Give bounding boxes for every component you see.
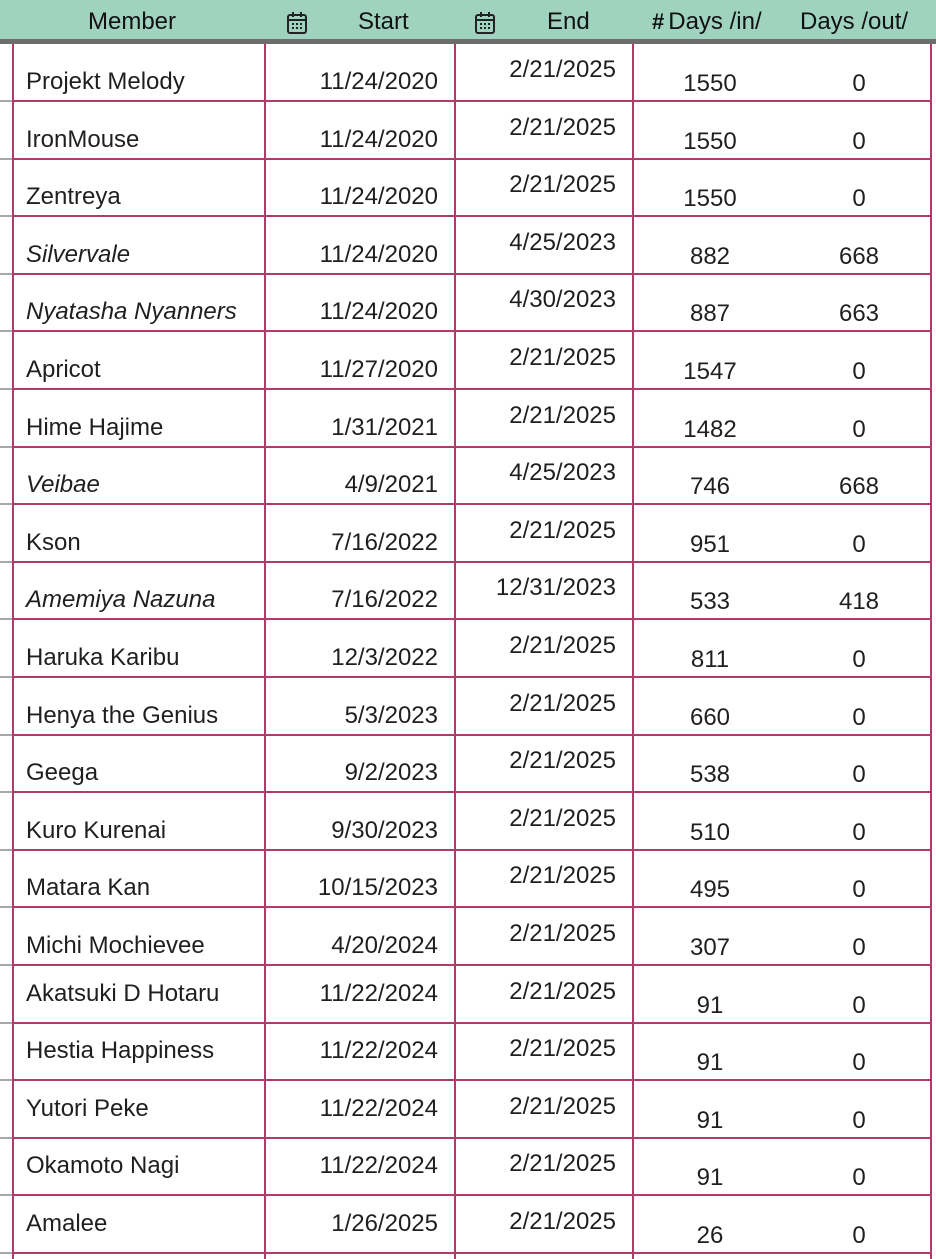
days-out-cell[interactable]: 0: [852, 876, 866, 904]
days-out-cell[interactable]: 0: [852, 1222, 866, 1249]
days-in-cell[interactable]: 882: [689, 242, 731, 270]
table-header: [0, 0, 936, 44]
calendar-icon: [474, 11, 496, 35]
member-cell[interactable]: Michi Mochievee: [26, 932, 205, 959]
start-cell[interactable]: 10/15/2023: [317, 874, 438, 902]
end-cell[interactable]: 2/21/2025: [509, 804, 616, 832]
end-cell[interactable]: 4/25/2023: [509, 228, 616, 256]
end-cell[interactable]: 2/21/2025: [509, 632, 616, 659]
start-cell[interactable]: 11/22/2024: [319, 1094, 438, 1122]
days-out-column-header[interactable]: Days /out/: [800, 8, 909, 35]
end-cell[interactable]: 2/21/2025: [509, 171, 616, 199]
member-cell[interactable]: Apricot: [26, 356, 101, 383]
table-row[interactable]: [0, 1023, 936, 1081]
row-divider: [14, 1252, 932, 1254]
table-row[interactable]: [0, 1081, 936, 1139]
end-column-header[interactable]: End: [547, 8, 590, 35]
member-cell[interactable]: Hime Hajime: [26, 413, 164, 441]
start-cell[interactable]: 11/24/2020: [319, 298, 438, 326]
table-row[interactable]: [0, 505, 936, 563]
days-in-cell[interactable]: 91: [696, 1049, 724, 1077]
days-out-cell[interactable]: 668: [838, 242, 880, 270]
days-out-cell[interactable]: 0: [852, 70, 866, 97]
end-cell[interactable]: 2/21/2025: [509, 401, 616, 429]
days-out-cell[interactable]: 0: [852, 185, 866, 213]
table-row[interactable]: [0, 562, 936, 620]
member-cell[interactable]: Yutori Peke: [26, 1094, 149, 1122]
days-in-cell[interactable]: 1547: [683, 358, 737, 385]
member-cell[interactable]: Haruka Karibu: [26, 644, 180, 671]
table-row[interactable]: [0, 678, 936, 736]
table-row[interactable]: [0, 1196, 936, 1254]
end-cell[interactable]: 2/21/2025: [509, 689, 616, 717]
member-column-header[interactable]: Member: [88, 8, 177, 35]
table-row[interactable]: [0, 44, 936, 102]
end-cell[interactable]: 2/21/2025: [509, 1092, 616, 1120]
table-row[interactable]: [0, 217, 936, 275]
end-cell[interactable]: 2/21/2025: [509, 862, 616, 890]
days-in-cell[interactable]: 887: [689, 300, 731, 328]
start-cell[interactable]: 11/22/2024: [319, 979, 438, 1007]
start-cell[interactable]: 11/27/2020: [319, 356, 438, 383]
member-cell[interactable]: Henya the Genius: [26, 701, 219, 729]
days-in-cell[interactable]: 307: [689, 934, 731, 961]
member-cell[interactable]: Projekt Melody: [26, 68, 185, 95]
table-row[interactable]: [0, 735, 936, 793]
end-cell[interactable]: 2/21/2025: [509, 977, 616, 1005]
start-cell[interactable]: 11/24/2020: [319, 183, 438, 211]
table-row[interactable]: [0, 102, 936, 160]
start-cell[interactable]: 1/31/2021: [331, 413, 438, 441]
days-out-cell[interactable]: 0: [852, 761, 866, 789]
row-divider: [0, 1252, 12, 1254]
calendar-icon: [286, 11, 308, 35]
end-cell[interactable]: 2/21/2025: [509, 1150, 616, 1178]
member-cell[interactable]: Silvervale: [26, 240, 131, 268]
member-cell[interactable]: Akatsuki D Hotaru: [26, 979, 220, 1007]
end-cell[interactable]: 2/21/2025: [509, 56, 616, 83]
start-cell[interactable]: 1/26/2025: [331, 1210, 438, 1237]
end-cell[interactable]: 2/21/2025: [509, 747, 616, 775]
start-column-header[interactable]: Start: [358, 8, 409, 35]
start-cell[interactable]: 9/2/2023: [344, 759, 438, 787]
days-out-cell[interactable]: 418: [838, 588, 880, 616]
start-cell[interactable]: 12/3/2022: [331, 644, 438, 671]
end-cell[interactable]: 2/21/2025: [509, 344, 616, 371]
days-in-cell[interactable]: 91: [696, 1106, 724, 1134]
table-row[interactable]: [0, 793, 936, 851]
days-out-cell[interactable]: 0: [852, 703, 866, 731]
table-row[interactable]: [0, 966, 936, 1024]
days-in-cell[interactable]: 746: [689, 473, 731, 501]
days-in-cell[interactable]: 1550: [683, 70, 737, 97]
days-in-cell[interactable]: 811: [690, 646, 730, 673]
days-out-cell[interactable]: 0: [852, 991, 866, 1019]
table-row[interactable]: [0, 1138, 936, 1196]
days-in-cell[interactable]: 660: [689, 703, 731, 731]
number-icon: #: [652, 9, 665, 34]
member-cell[interactable]: Zentreya: [26, 183, 121, 211]
member-cell[interactable]: Hestia Happiness: [26, 1037, 215, 1065]
end-cell[interactable]: 2/21/2025: [509, 1208, 616, 1235]
start-cell[interactable]: 5/3/2023: [344, 701, 438, 729]
table-row[interactable]: [0, 390, 936, 448]
days-in-cell[interactable]: 510: [689, 818, 731, 846]
table-row[interactable]: [0, 274, 936, 332]
member-cell[interactable]: Geega: [26, 759, 99, 787]
table-row[interactable]: [0, 850, 936, 908]
end-cell[interactable]: 4/30/2023: [509, 286, 616, 314]
end-cell[interactable]: 12/31/2023: [495, 574, 616, 602]
days-in-label: Days /in/: [668, 8, 762, 35]
start-cell[interactable]: 11/24/2020: [319, 240, 438, 268]
end-cell[interactable]: 4/25/2023: [509, 459, 616, 487]
days-out-cell[interactable]: 0: [852, 1164, 866, 1192]
days-in-cell[interactable]: 1482: [683, 415, 737, 443]
member-cell[interactable]: Kson: [26, 528, 81, 556]
days-out-cell[interactable]: 0: [852, 358, 866, 385]
days-in-cell[interactable]: 26: [696, 1222, 724, 1249]
days-in-cell[interactable]: 1550: [683, 185, 737, 213]
member-cell[interactable]: IronMouse: [26, 125, 140, 153]
start-cell[interactable]: 4/9/2021: [344, 471, 438, 499]
days-out-cell[interactable]: 0: [852, 1106, 866, 1134]
end-cell[interactable]: 2/21/2025: [509, 516, 616, 544]
member-cell[interactable]: Amemiya Nazuna: [26, 586, 216, 614]
days-in-cell[interactable]: 91: [696, 1164, 724, 1192]
start-cell[interactable]: 7/16/2022: [331, 586, 438, 614]
days-in-cell[interactable]: 91: [696, 991, 724, 1019]
days-in-cell[interactable]: 533: [689, 588, 731, 616]
days-out-cell[interactable]: 0: [852, 934, 866, 961]
member-cell[interactable]: Matara Kan: [26, 874, 151, 902]
days-out-cell[interactable]: 0: [852, 1049, 866, 1077]
member-cell[interactable]: Amalee: [26, 1210, 108, 1237]
end-cell[interactable]: 2/21/2025: [509, 920, 616, 947]
start-cell[interactable]: 7/16/2022: [331, 528, 438, 556]
days-out-cell[interactable]: 0: [852, 818, 866, 846]
end-cell[interactable]: 2/21/2025: [509, 1035, 616, 1063]
days-out-cell[interactable]: 0: [852, 646, 866, 673]
member-cell[interactable]: Kuro Kurenai: [26, 816, 167, 844]
start-cell[interactable]: 11/24/2020: [319, 125, 438, 153]
start-cell[interactable]: 9/30/2023: [331, 816, 438, 844]
days-out-cell[interactable]: 0: [852, 530, 866, 558]
start-cell[interactable]: 11/24/2020: [319, 68, 438, 95]
start-cell[interactable]: 11/22/2024: [319, 1152, 438, 1180]
days-in-cell[interactable]: 495: [689, 876, 731, 904]
days-out-cell[interactable]: 0: [852, 415, 866, 443]
days-in-cell[interactable]: 538: [689, 761, 731, 789]
days-in-cell[interactable]: 1550: [683, 127, 737, 155]
table-row[interactable]: [0, 908, 936, 966]
start-cell[interactable]: 4/20/2024: [331, 932, 438, 959]
member-cell[interactable]: Okamoto Nagi: [26, 1152, 180, 1180]
days-in-column-header[interactable]: [652, 0, 762, 39]
days-out-cell[interactable]: 668: [838, 473, 880, 501]
table-row[interactable]: [0, 620, 936, 678]
table-row[interactable]: [0, 332, 936, 390]
members-table: [0, 44, 936, 1259]
days-out-cell[interactable]: 663: [838, 300, 880, 328]
start-cell[interactable]: 11/22/2024: [319, 1037, 438, 1065]
end-cell[interactable]: 2/21/2025: [509, 113, 616, 141]
days-in-cell[interactable]: 951: [689, 530, 731, 558]
member-cell[interactable]: Nyatasha Nyanners: [26, 298, 237, 326]
member-cell[interactable]: Veibae: [26, 471, 100, 499]
days-out-cell[interactable]: 0: [852, 127, 866, 155]
table-row[interactable]: [0, 447, 936, 505]
table-row[interactable]: [0, 159, 936, 217]
